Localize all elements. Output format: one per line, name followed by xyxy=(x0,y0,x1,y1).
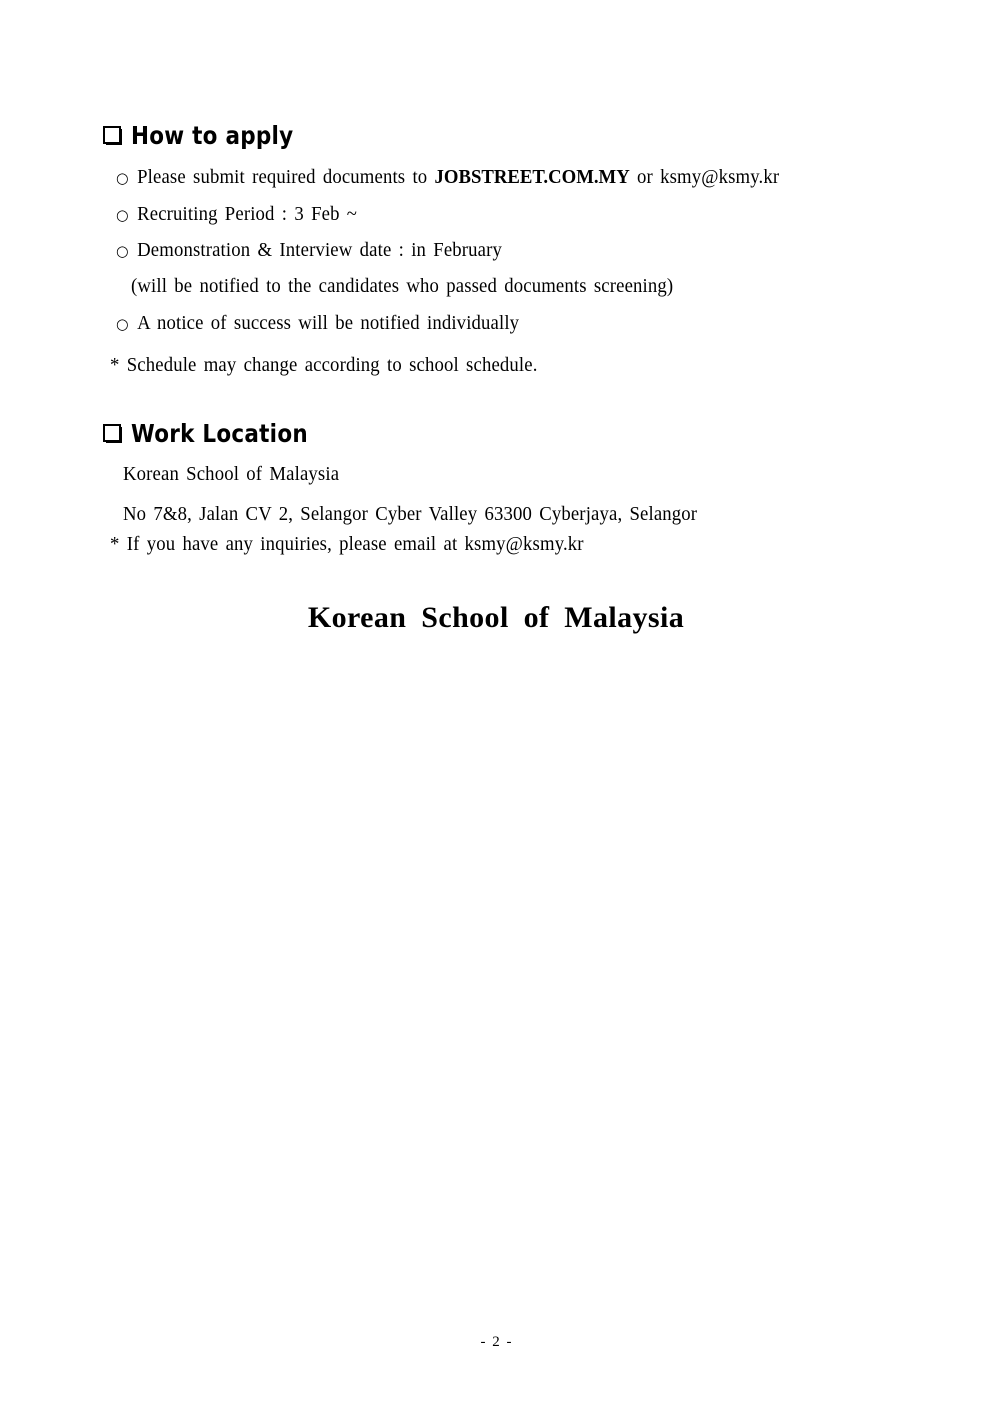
section-heading-label: How to apply xyxy=(131,121,294,150)
list-item-continuation-text: (will be notified to the candidates who passed documents screening) xyxy=(131,276,674,297)
schedule-note-text: * Schedule may change according to school schedule. xyxy=(110,355,538,376)
filled-square-marker-icon xyxy=(103,126,122,145)
hollow-circle-bullet-icon: ○ xyxy=(116,206,129,224)
signature-school-name: Korean School of Malaysia xyxy=(307,601,685,634)
list-item-text: Demonstration & Interview date : in February xyxy=(137,240,503,261)
school-name-text: Korean School of Malaysia xyxy=(123,464,340,485)
list-item-text-after: or ksmy@ksmy.kr xyxy=(629,167,780,188)
jobstreet-domain-emphasis: JOBSTREET.COM.MY xyxy=(434,167,630,188)
hollow-circle-bullet-icon: ○ xyxy=(116,315,129,333)
filled-square-marker-icon xyxy=(103,424,122,443)
list-item xyxy=(116,205,357,225)
section-heading-label: Work Location xyxy=(131,419,308,448)
address-text: No 7&8, Jalan CV 2, Selangor Cyber Valley 63300 Cyberjaya, Selangor xyxy=(123,504,698,525)
list-item xyxy=(116,241,502,261)
section-heading-work-location xyxy=(103,421,337,446)
list-item xyxy=(116,314,519,334)
list-item-text: Recruiting Period : 3 Feb ~ xyxy=(137,204,358,225)
list-item-text xyxy=(137,168,779,188)
hollow-circle-bullet-icon: ○ xyxy=(116,169,129,187)
list-item-text: A notice of success will be notified individually xyxy=(137,313,520,334)
list-item-text-before: Please submit required documents to xyxy=(137,167,435,188)
page-number-footer: - 2 - xyxy=(480,1334,512,1350)
hollow-circle-bullet-icon: ○ xyxy=(116,242,129,260)
inquiries-note-text: * If you have any inquiries, please email at ksmy@ksmy.kr xyxy=(110,534,584,555)
list-item xyxy=(116,168,779,188)
section-heading-how-to-apply xyxy=(103,123,320,148)
